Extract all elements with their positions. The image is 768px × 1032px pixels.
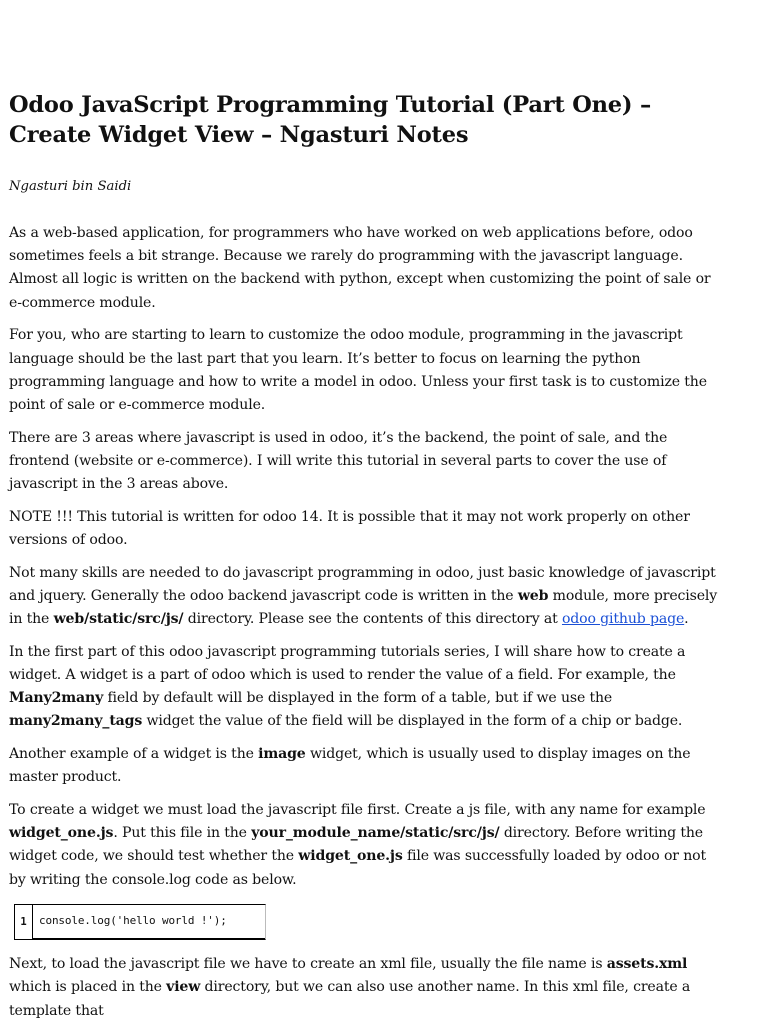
text: . <box>684 611 689 628</box>
paragraph: For you, who are starting to learn to customize the odoo module, programming in the javascript language should be the last part that you learn. It’s better to focus on learning the python programming language and how to write a model in odoo. Unless your first task is to customize the point of sale or e-commerce module. <box>9 327 707 413</box>
bold-text: image <box>258 746 306 763</box>
paragraph: NOTE !!! This tutorial is written for odoo 14. It is possible that it may not work properly on other versions of odoo. <box>9 508 690 548</box>
text: directory. Please see the contents of this directory at <box>183 611 562 628</box>
article-title: Odoo JavaScript Programming Tutorial (Part One) – Create Widget View – Ngasturi Notes <box>9 92 652 148</box>
text: widget the value of the field will be displayed in the form of a chip or badge. <box>142 713 683 730</box>
bold-text: web/static/src/js/ <box>53 611 184 628</box>
text: To create a widget we must load the javascript file first. Create a js file, with any name for example <box>9 801 706 818</box>
article-author: Ngasturi bin Saidi <box>9 179 132 194</box>
code-line[interactable]: console.log('hello world !'); <box>33 905 265 939</box>
text: Not many skills are needed to do javascript programming in odoo, just basic knowledge of javascript and jquery. Generally the odoo backend javascript code is written in the <box>9 564 716 604</box>
text: Another example of a widget is the <box>9 746 259 763</box>
paragraph <box>9 743 725 789</box>
bold-text: assets.xml <box>606 956 688 973</box>
text: field by default will be displayed in the form of a table, but if we use the <box>103 690 613 707</box>
bold-text: widget_one.js <box>298 848 403 865</box>
text: directory. Before writing the widget code, we should test whether the <box>9 825 703 865</box>
article-body <box>9 222 725 1023</box>
bold-text: widget_one.js <box>9 825 114 842</box>
text: module, more precisely in the <box>9 587 718 628</box>
text: which is placed in the <box>9 979 167 996</box>
paragraph <box>9 953 725 1023</box>
paragraph <box>9 799 725 892</box>
paragraph <box>9 562 725 632</box>
bold-text: many2many_tags <box>9 713 143 730</box>
paragraph: As a web-based application, for programmers who have worked on web applications before, odoo sometimes feels a bit strange. Because we rarely do programming with the javascript language. Almost all logic is written on the backend with python, except when customizing the point of sale or e-commerce module. <box>9 225 711 311</box>
bold-text: web <box>517 587 549 604</box>
paragraph <box>9 641 725 734</box>
bold-text: your_module_name/static/src/js/ <box>251 825 500 842</box>
text: file was successfully loaded by odoo or not by writing the console.log code as below. <box>9 848 706 888</box>
article <box>9 90 725 1032</box>
paragraph: There are 3 areas where javascript is used in odoo, it’s the backend, the point of sale, and the frontend (website or e-commerce). I will write this tutorial in several parts to cover the use of javascript in the 3 areas above. <box>9 429 668 493</box>
text: . Put this file in the <box>113 825 252 842</box>
odoo-github-link[interactable]: odoo github page <box>561 611 685 628</box>
bold-text: Many2many <box>9 690 104 707</box>
text: Next, to load the javascript file we have to create an xml file, usually the file name is <box>9 956 607 973</box>
bold-text: view <box>166 979 201 996</box>
code-line-number: 1 <box>15 905 33 939</box>
text: widget, which is usually used to display images on the master product. <box>9 746 691 786</box>
text: In the first part of this odoo javascript programming tutorials series, I will share how to create a widget. A widget is a part of odoo which is used to render the value of a field. For example, the <box>9 643 686 683</box>
code-block <box>14 904 266 940</box>
text: directory, but we can also use another name. In this xml file, create a template that <box>9 979 691 1019</box>
